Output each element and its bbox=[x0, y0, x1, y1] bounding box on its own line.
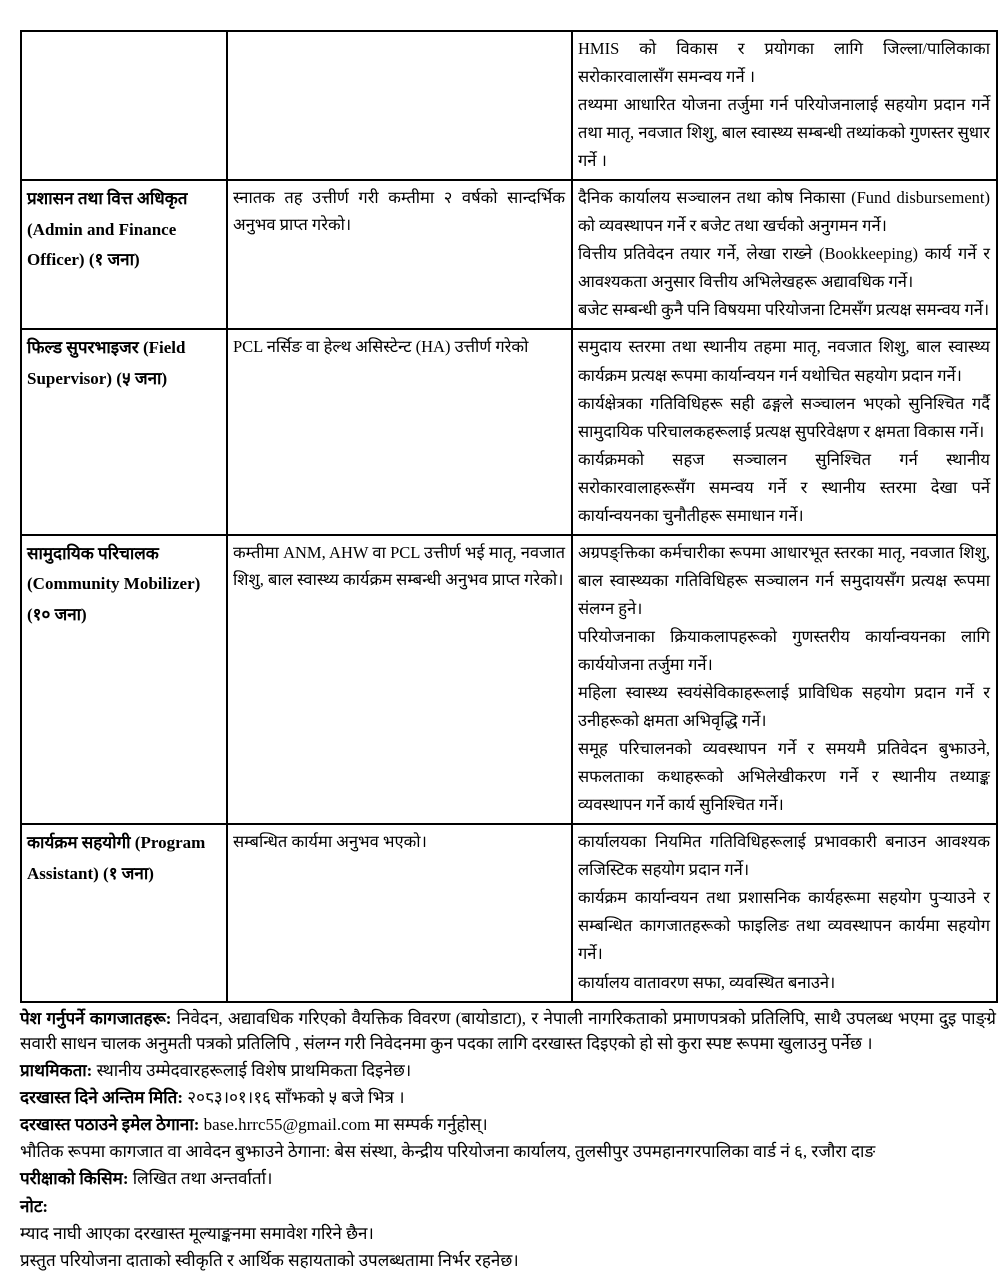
priority-line bbox=[20, 1058, 996, 1083]
duties-cell bbox=[572, 329, 997, 534]
duty-item: कार्यक्षेत्रका गतिविधिहरू सही ढङ्गले सञ्चालन भएको सुनिश्चित गर्दै सामुदायिक परिचालकहरूलाई प्रत्यक्ष सुपरिवेक्षण र क्षमता विकास गर्ने। bbox=[578, 393, 990, 441]
qualification-cell: सम्बन्धित कार्यमा अनुभव भएको। bbox=[227, 824, 572, 1001]
duty-item: कार्यालय वातावरण सफा, व्यवस्थित बनाउने। bbox=[578, 972, 836, 992]
priority-text: स्थानीय उम्मेदवारहरूलाई विशेष प्राथमिकता दिइनेछ। bbox=[92, 1060, 412, 1080]
priority-label: प्राथमिकता: bbox=[20, 1060, 93, 1080]
email-text: base.hrrc55@gmail.com मा सम्पर्क गर्नुहोस्। bbox=[199, 1115, 488, 1135]
note-heading-label: नोट: bbox=[20, 1196, 49, 1216]
qualification-cell: कम्तीमा ANM, AHW वा PCL उत्तीर्ण भई मातृ, नवजात शिशु, बाल स्वास्थ्य कार्यक्रम सम्बन्धी अनुभव प्राप्त गरेको। bbox=[227, 535, 572, 824]
duty-item: कार्यक्रम कार्यान्वयन तथा प्रशासनिक कार्यहरूमा सहयोग पुऱ्याउने र सम्बन्धित कागजातहरूको फाइलिङ तथा व्यवस्थापन कार्यमा सहयोग गर्ने। bbox=[578, 888, 990, 964]
documents-required-text: निवेदन, अद्यावधिक गरिएको वैयक्तिक विवरण (बायोडाटा), र नेपाली नागरिकताको प्रमाणपत्रको प्रतिलिपि, साथै उपलब्ध भएमा दुइ पाङ्ग्रे सवारी साधन चालक अनुमती पत्रको प्रतिलिपि , संलग्न गरी निवेदनमा कुन पदका लागि दरखास्त दिइएको हो सो कुरा स्पष्ट रूपमा खुलाउनु पर्नेछ । bbox=[20, 1008, 996, 1053]
position-cell: कार्यक्रम सहयोगी (Program Assistant) (१ जना) bbox=[21, 824, 227, 1001]
note-line-donor-approval bbox=[20, 1248, 996, 1273]
note-line-expired-applications bbox=[20, 1221, 996, 1246]
duties-cell bbox=[572, 180, 997, 329]
positions-table bbox=[20, 30, 998, 1003]
duty-item: बजेट सम्बन्धी कुनै पनि विषयमा परियोजना टिमसँग प्रत्यक्ष समन्वय गर्ने। bbox=[578, 300, 990, 320]
table-row-program-assistant bbox=[21, 824, 997, 1001]
duty-item: परियोजनाका क्रियाकलापहरूको गुणस्तरीय कार्यान्वयनका लागि कार्ययोजना तर्जुमा गर्ने। bbox=[578, 626, 990, 674]
table-row-continuation bbox=[21, 31, 997, 180]
table-row-admin-finance-officer bbox=[21, 180, 997, 329]
duty-item: अग्रपङ्क्तिका कर्मचारीका रूपमा आधारभूत स्तरका मातृ, नवजात शिशु, बाल स्वास्थ्यका गतिविधिहरू सञ्चालन गर्न समुदायसँग प्रत्यक्ष रूपमा संलग्न हुने। bbox=[578, 542, 990, 618]
position-cell: सामुदायिक परिचालक (Community Mobilizer) (१० जना) bbox=[21, 535, 227, 824]
note-text-expired: म्याद नाघी आएका दरखास्त मूल्याङ्कनमा समावेश गरिने छैन। bbox=[20, 1223, 374, 1243]
duties-cell bbox=[572, 824, 997, 1001]
duty-item: वित्तीय प्रतिवेदन तयार गर्ने, लेखा राख्ने (Bookkeeping) कार्य गर्ने र आवश्यकता अनुसार वित्तीय अभिलेखहरू अद्यावधिक गर्ने। bbox=[578, 244, 990, 292]
table-row-field-supervisor bbox=[21, 329, 997, 534]
duty-item: कार्यालयका नियमित गतिविधिहरूलाई प्रभावकारी बनाउन आवश्यक लजिस्टिक सहयोग प्रदान गर्ने। bbox=[578, 832, 990, 880]
position-cell: प्रशासन तथा वित्त अधिकृत (Admin and Finance Officer) (१ जना) bbox=[21, 180, 227, 329]
exam-type-text: लिखित तथा अन्तर्वार्ता। bbox=[128, 1169, 273, 1189]
footer-notes bbox=[20, 1006, 996, 1273]
duty-item: तथ्यमा आधारित योजना तर्जुमा गर्न परियोजनालाई सहयोग प्रदान गर्ने तथा मातृ, नवजात शिशु, बाल स्वास्थ्य सम्बन्धी तथ्यांकको गुणस्तर सुधार गर्ने । bbox=[578, 95, 990, 171]
documents-required-line bbox=[20, 1006, 996, 1056]
email-label: दरखास्त पठाउने इमेल ठेगाना: bbox=[20, 1115, 200, 1135]
note-text-donor: प्रस्तुत परियोजना दाताको स्वीकृति र आर्थिक सहायताको उपलब्धतामा निर्भर रहनेछ। bbox=[20, 1250, 519, 1270]
position-cell bbox=[21, 31, 227, 180]
physical-address-line bbox=[20, 1139, 996, 1164]
duty-item: कार्यक्रमको सहज सञ्चालन सुनिश्चित गर्न स्थानीय सरोकारवालाहरूसँग समन्वय गर्ने र स्थानीय स्तरमा देखा पर्ने कार्यान्वयनका चुनौतीहरू समाधान गर्ने। bbox=[578, 449, 990, 525]
deadline-text: २०८३।०१।१६ साँझको ५ बजे भित्र । bbox=[183, 1088, 405, 1108]
deadline-label: दरखास्त दिने अन्तिम मिति: bbox=[20, 1088, 184, 1108]
duties-cell bbox=[572, 31, 997, 180]
duty-item: दैनिक कार्यालय सञ्चालन तथा कोष निकासा (Fund disbursement) को व्यवस्थापन गर्ने र बजेट तथा खर्चको अनुगमन गर्ने। bbox=[578, 188, 990, 236]
deadline-line bbox=[20, 1085, 996, 1110]
documents-required-label: पेश गर्नुपर्ने कागजातहरू: bbox=[20, 1008, 172, 1028]
duties-cell bbox=[572, 535, 997, 824]
exam-type-line bbox=[20, 1166, 996, 1191]
qualification-cell: PCL नर्सिङ वा हेल्थ असिस्टेन्ट (HA) उत्तीर्ण गरेको bbox=[227, 329, 572, 534]
table-row-community-mobilizer bbox=[21, 535, 997, 824]
physical-address-text: भौतिक रूपमा कागजात वा आवेदन बुझाउने ठेगाना: बेस संस्था, केन्द्रीय परियोजना कार्यालय, तुलसीपुर उपमहानगरपालिका वार्ड नं ६, रजौरा दाङ bbox=[20, 1142, 876, 1162]
note-heading bbox=[20, 1194, 996, 1219]
duty-item: समूह परिचालनको व्यवस्थापन गर्ने र समयमै प्रतिवेदन बुझाउने, सफलताका कथाहरूको अभिलेखीकरण गर्ने र स्थानीय तथ्याङ्क व्यवस्थापन गर्ने कार्य सुनिश्चित गर्ने। bbox=[578, 739, 990, 815]
exam-type-label: परीक्षाको किसिम: bbox=[20, 1169, 129, 1189]
email-line bbox=[20, 1112, 996, 1137]
duty-item: महिला स्वास्थ्य स्वयंसेविकाहरूलाई प्राविधिक सहयोग प्रदान गर्ने र उनीहरूको क्षमता अभिवृद्धि गर्ने। bbox=[578, 683, 990, 731]
duty-item: समुदाय स्तरमा तथा स्थानीय तहमा मातृ, नवजात शिशु, बाल स्वास्थ्य कार्यक्रम प्रत्यक्ष रूपमा कार्यान्वयन गर्न यथोचित सहयोग प्रदान गर्ने। bbox=[578, 337, 990, 385]
qualification-cell: स्नातक तह उत्तीर्ण गरी कम्तीमा २ वर्षको सान्दर्भिक अनुभव प्राप्त गरेको। bbox=[227, 180, 572, 329]
qualification-cell bbox=[227, 31, 572, 180]
position-cell: फिल्ड सुपरभाइजर (Field Supervisor) (५ जना) bbox=[21, 329, 227, 534]
duty-item: HMIS को विकास र प्रयोगका लागि जिल्ला/पालिकाका सरोकारवालासँग समन्वय गर्ने । bbox=[578, 39, 990, 87]
